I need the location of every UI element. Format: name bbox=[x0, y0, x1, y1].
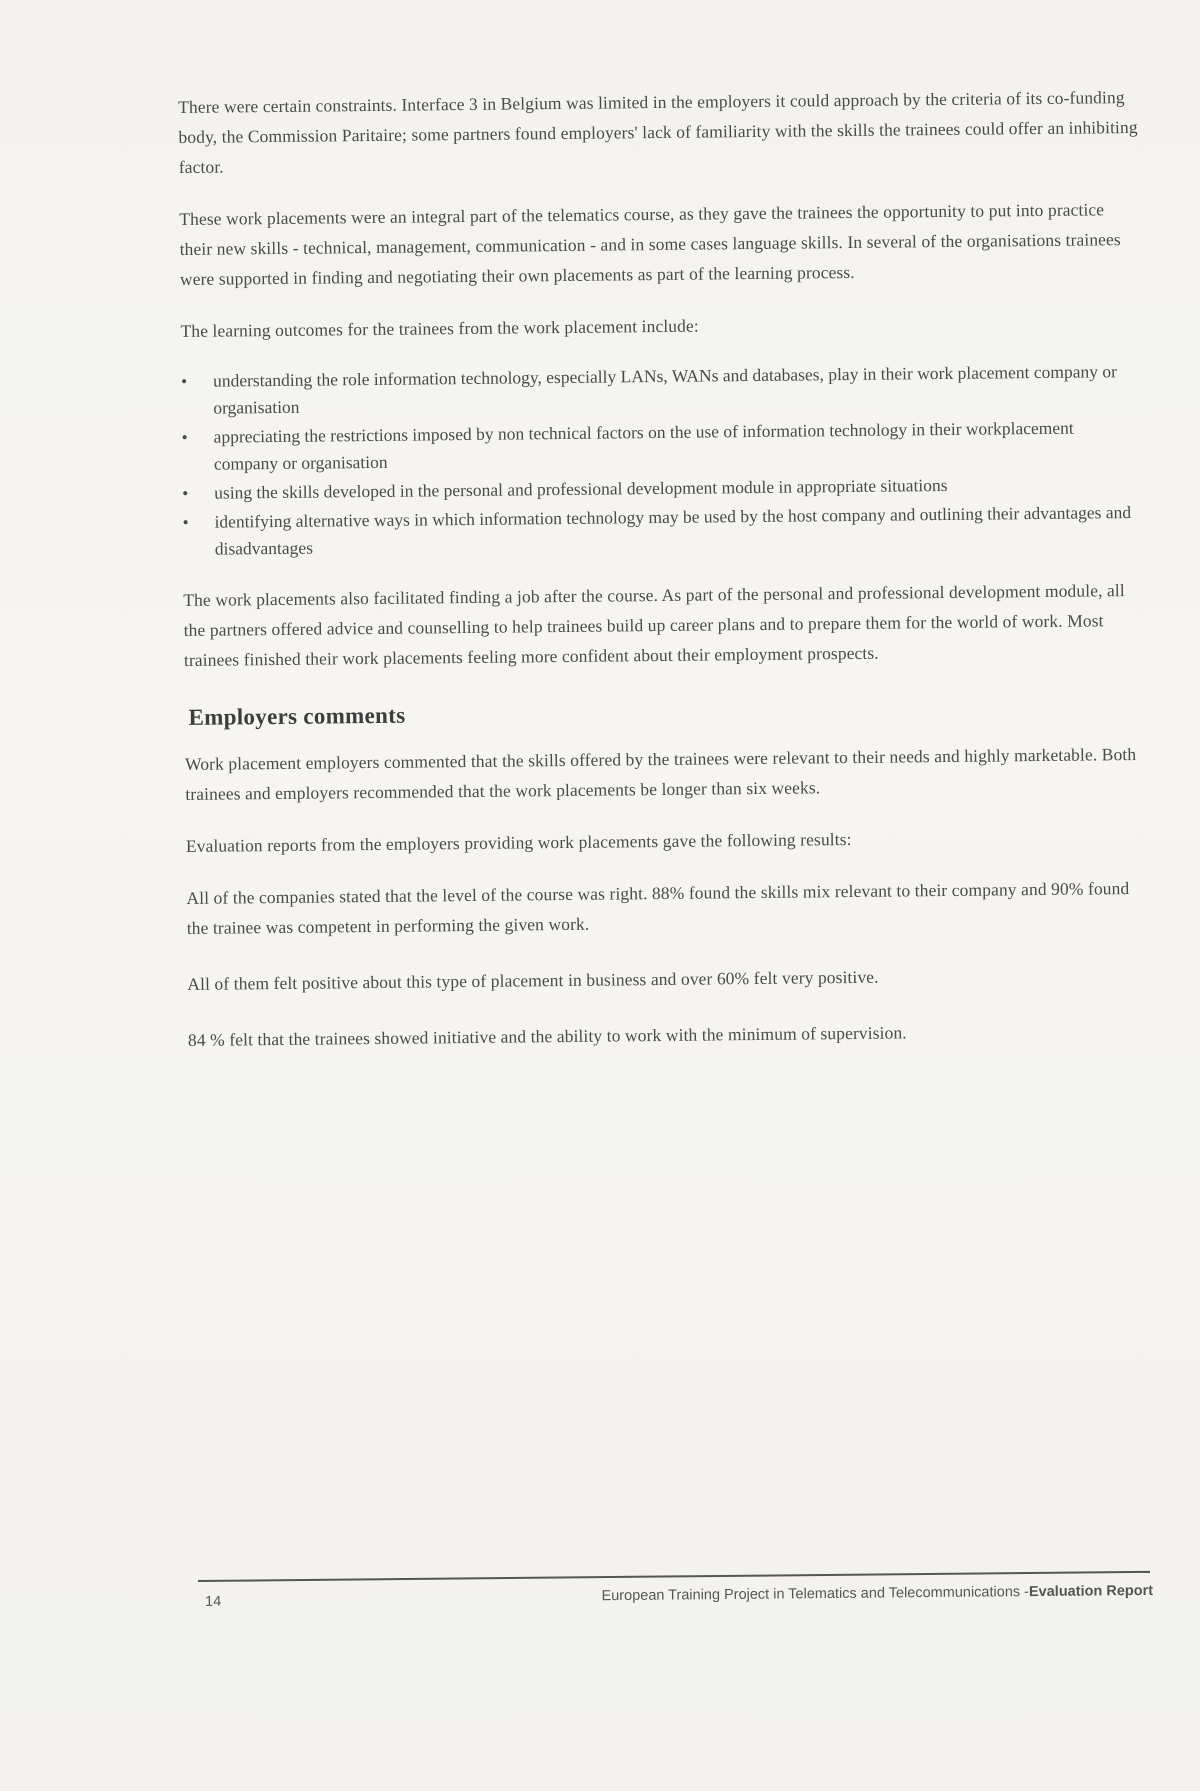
page-number: 14 bbox=[205, 1593, 222, 1610]
evaluation-result: All of the companies stated that the level of the course was right. 88% found the skills mix relevant to their company and 90% found the trainee was competent in performing the given work. bbox=[186, 878, 1130, 938]
footer-title-bold: Evaluation Report bbox=[1028, 1582, 1154, 1601]
bullet-icon: • bbox=[181, 426, 188, 447]
list-item bbox=[181, 358, 1142, 422]
paragraph-job-finding: The work placements also facilitated finding a job after the course. As part of the personal and professional development module, all the partners offered advice and counselling to help trainees build up career plans and to prepare them for the world of work. Most trainees finished their work placements feeling more confident about their employment prospects. bbox=[183, 580, 1125, 670]
bullet-icon: • bbox=[180, 370, 188, 391]
evaluation-result: 84 % felt that the trainees showed initiative and the ability to work with the minimum of supervision. bbox=[187, 1022, 907, 1050]
paragraph-employer-feedback: Work placement employers commented that the skills offered by the trainees were relevant to their needs and highly marketable. Both trainees and employers recommended that the work placements be longer than six weeks. bbox=[184, 744, 1137, 804]
footer-divider bbox=[198, 1571, 1150, 1582]
list-item-text: understanding the role information technology, especially LANs, WANs and databases, play in their work placement company or organisation bbox=[212, 361, 1118, 418]
paragraph-work-placements: These work placements were an integral part of the telematics course, as they gave the trainees the opportunity to put into practice their new skills - technical, management, communication - and in some cases language skills. In several of the organisations trainees were supported in finding and negotiating their own placements as part of the learning process. bbox=[179, 199, 1121, 289]
paragraph-constraints: There were certain constraints. Interface 3 in Belgium was limited in the employers it could approach by the criteria of its co-funding body, the Commission Paritaire; some partners found employers' lack of familiarity with the skills the trainees could offer an inhibiting factor. bbox=[178, 87, 1138, 177]
section-heading-employers-comments: Employers comments bbox=[188, 702, 406, 730]
list-item-text: using the skills developed in the personal and professional development module in appropriate situations bbox=[214, 474, 948, 503]
evaluation-result: All of them felt positive about this type of placement in business and over 60% felt very positive. bbox=[187, 966, 879, 994]
evaluation-results bbox=[186, 873, 1148, 1055]
learning-outcomes-list bbox=[181, 358, 1143, 563]
list-item-text: appreciating the restrictions imposed by non technical factors on the use of information technology in their workplacement company or organisation bbox=[213, 417, 1074, 474]
list-item bbox=[182, 499, 1143, 563]
bullet-icon: • bbox=[182, 511, 189, 532]
paragraph-evaluation-intro: Evaluation reports from the employers providing work placements gave the following results: bbox=[185, 828, 852, 856]
footer-title-text: European Training Project in Telematics and Telecommunications - bbox=[601, 1584, 1030, 1605]
paragraph-learning-outcomes-intro: The learning outcomes for the trainees from the work placement include: bbox=[180, 315, 699, 341]
list-item bbox=[181, 414, 1142, 478]
page-footer bbox=[205, 1583, 1153, 1616]
bullet-icon: • bbox=[182, 482, 189, 503]
footer-title bbox=[601, 1583, 1153, 1604]
list-item-text: identifying alternative ways in which information technology may be used by the host company and outlining their advantages and disadvantages bbox=[214, 502, 1132, 559]
page-content bbox=[178, 82, 1148, 1081]
